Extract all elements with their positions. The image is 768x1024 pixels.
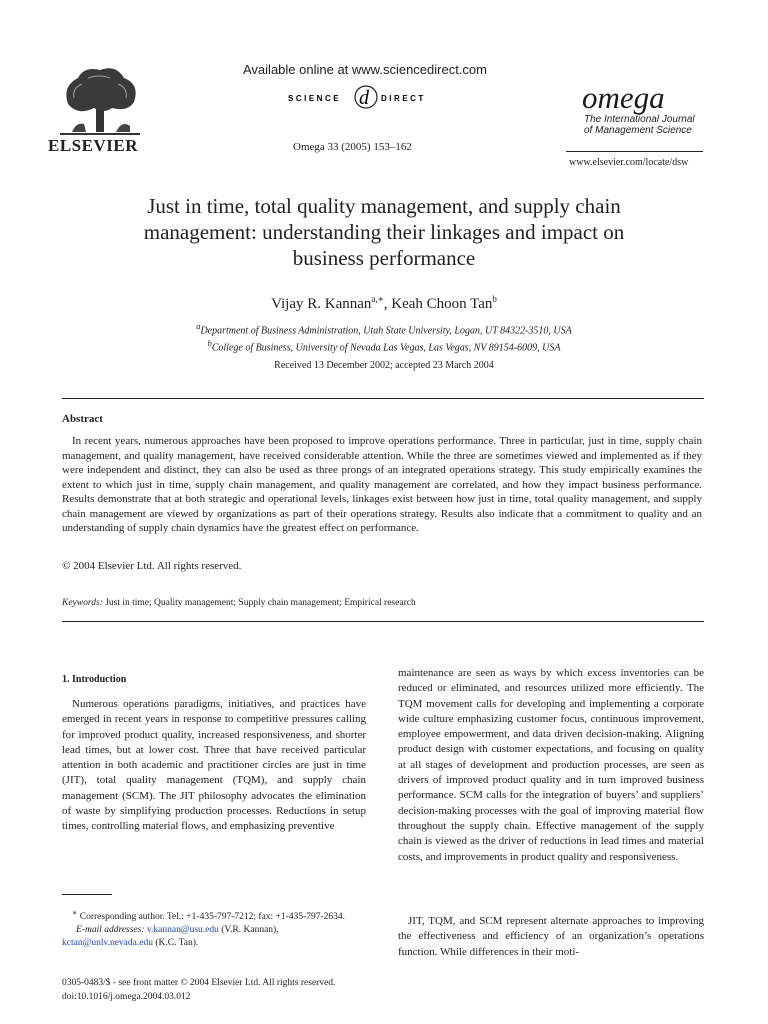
issn-line: 0305-0483/$ - see front matter © 2004 Elsevier Ltd. All rights reserved.	[62, 978, 336, 988]
sd-logo-left: SCIENCE	[288, 94, 342, 103]
author-name: Keah Choon Tan	[391, 296, 493, 312]
author-sup[interactable]: a,∗	[371, 294, 384, 304]
author-list: Vijay R. Kannan$^{a,∗}$, Keah Choon Tan$^b$	[271, 294, 497, 312]
abstract-text: In recent years, numerous approaches have been proposed to improve operations performance. Three in particular, just in time, supply chain management, and quality management, have received considerable attention. While the three are sometimes viewed and implemented as if they were independent and distinct, they can also be used as three prongs of an integrated operations strategy. This study empirically examines the extent to which just in time, supply chain management, and quality management are correlated, and how they impact business performance. Results demonstrate that at both strategic and operational levels, linkages exist between how just in time, total quality management, and supply chain management are viewed by organizations as part of their operations strategy. Results also indicate that a commitment to quality and an understanding of supply chain dynamics have the greatest effect on performance.	[62, 435, 702, 534]
footnote-text: Corresponding author. Tel.: +1-435-797-7212; fax: +1-435-797-2634.	[77, 912, 346, 923]
footnote: ∗ Corresponding author. Tel.: +1-435-797-7212; fax: +1-435-797-2634. E-mail addresses: v.kannan@usu.edu (V.R. Kannan), kctan@unlv.nevada.edu (K.C. Tan).	[62, 908, 346, 949]
abstract-rule-top	[62, 398, 704, 399]
affiliations: $^a$Department of Business Administration, Utah State University, Logan, UT 84322-3510, USA $^b$College of Business, University of Nevada Las Vegas, Las Vegas, NV 89154-6009, USA	[196, 322, 572, 354]
journal-logo-text: omega	[582, 80, 665, 115]
available-online-text: Available online at www.sciencedirect.com	[243, 62, 487, 77]
journal-citation: Omega 33 (2005) 153–162	[293, 141, 412, 153]
section-heading: 1. Introduction	[62, 674, 127, 685]
journal-subtitle: The International Journal of Management Science	[584, 114, 695, 136]
author-sup[interactable]: b	[492, 294, 497, 304]
doi-line[interactable]: doi:10.1016/j.omega.2004.03.012	[62, 992, 191, 1002]
email-link[interactable]: kctan@unlv.nevada.edu	[62, 938, 153, 949]
email-label: E-mail addresses:	[76, 925, 145, 936]
intro-left-column: Numerous operations paradigms, initiatives, and practices have emerged in recent years in response to competitive pressures calling for improved product quality, increased responsiveness, and shorter lead times, but at lower cost. Three that have received particular attention in both academic and practitioner circles are just in time (JIT), total quality management (TQM), and supply chain management (SCM). The JIT philosophy advocates the elimination of waste by simplifying production processes. Reductions in setup times, controlling material flows, and emphasizing preventive	[62, 698, 366, 833]
journal-url[interactable]: www.elsevier.com/locate/dsw	[569, 157, 689, 168]
sciencedirect-logo	[286, 82, 446, 112]
received-dates: Received 13 December 2002; accepted 23 March 2004	[274, 360, 494, 371]
keywords-label: Keywords:	[62, 598, 103, 608]
publisher-name: ELSEVIER	[48, 136, 138, 155]
article-title: Just in time, total quality management, and supply chain management: understanding their linkages and impact on business performance	[143, 194, 625, 270]
elsevier-tree-logo	[58, 64, 142, 138]
intro-right-column: maintenance are seen as ways by which excess inventories can be reduced or eliminated, and resources utilized more efficiently. The TQM movement calls for developing and implementing a corporate wide culture emphasizing customer focus, continuous improvement, employee empowerment, and data driven decision-making. Aligning product design with customer expectations, and focusing on quality at all stages of development and production processes, are seen as drivers of improved product quality and in turn improved business performance. SCM calls for the integration of buyers’ and suppliers’ decision-making processes with the goal of improving material flow throughout the supply chain. Effective management of the supply chain is viewed as the driver of reductions in lead times and material costs, and improvements in product quality and responsiveness.	[398, 667, 704, 863]
affiliation-a: Department of Business Administration, Utah State University, Logan, UT 84322-3510, USA	[200, 325, 572, 337]
abstract-heading: Abstract	[62, 413, 103, 425]
affiliation-b: College of Business, University of Nevada Las Vegas, Las Vegas, NV 89154-6009, USA	[211, 342, 561, 354]
abstract-rule-bottom	[62, 621, 704, 622]
header-rule-short	[566, 151, 703, 152]
svg-text:d: d	[359, 87, 369, 109]
keywords	[62, 598, 416, 608]
author-name: Vijay R. Kannan	[271, 296, 372, 312]
intro-right-column-para2: JIT, TQM, and SCM represent alternate approaches to improving the effectiveness and efficiency of an organization’s operations function. While differences in their moti-	[398, 915, 704, 958]
sd-logo-right: DIRECT	[381, 94, 426, 103]
keywords-list: Just in time; Quality management; Supply chain management; Empirical research	[105, 598, 416, 608]
abstract-copyright: © 2004 Elsevier Ltd. All rights reserved.	[62, 560, 242, 572]
page-footer	[62, 976, 335, 1004]
footnote-rule	[62, 894, 112, 895]
email-link[interactable]: v.kannan@usu.edu	[146, 925, 219, 936]
